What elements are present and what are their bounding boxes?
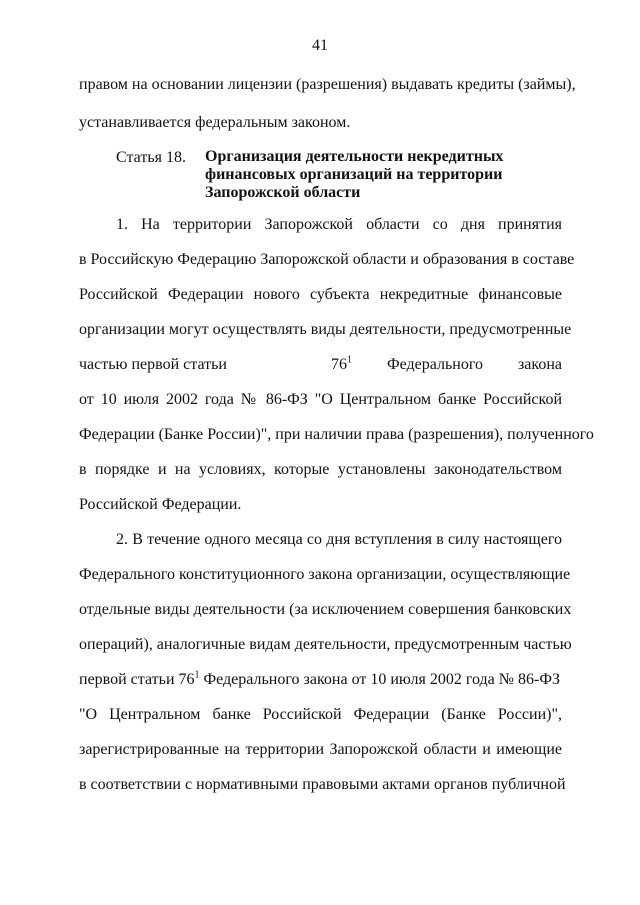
article-title [205, 148, 505, 202]
p2-line-5 [79, 670, 562, 690]
intro-line-2: устанавливается федеральным законом. [79, 114, 351, 131]
page-number: 41 [312, 37, 328, 54]
p1-line: организации могут осуществлять виды деятельности, предусмотренные [79, 321, 572, 338]
article-number: Статья 18. [116, 149, 186, 166]
p2-line: зарегистрированные на территории Запорожской области и имеющие [79, 741, 562, 758]
intro-line-1: правом на основании лицензии (разрешения) выдавать кредиты (займы), [79, 76, 576, 93]
article-title-line: финансовых организаций на территории [205, 166, 503, 183]
p2-line5-b: Федерального закона от 10 июля 2002 года № 86-ФЗ [199, 671, 561, 688]
p2-line: "О Центральном банке Российской Федерации (Банке России)", [79, 706, 562, 723]
p1-line5-a: частью первой статьи [79, 356, 227, 373]
p1-line5-b: Федерального закона [387, 356, 562, 373]
article-title-line: Организация деятельности некредитных [205, 148, 504, 165]
p2-line: в соответствии с нормативными правовыми актами органов публичной [79, 776, 566, 793]
p2-line: Федерального конституционного закона организации, осуществляющие [79, 566, 571, 583]
p2-line: отдельные виды деятельности (за исключением совершения банковских [79, 601, 572, 618]
p2-line5-sup: 1 [194, 669, 200, 681]
p1-line: в Российскую Федерацию Запорожской области и образования в составе [79, 251, 575, 268]
p1-line: в порядке и на условиях, которые установлены законодательством [79, 461, 562, 478]
p1-line5-num: $76^1$ [331, 354, 352, 373]
p1-line: Российской Федерации нового субъекта некредитные финансовые [79, 286, 562, 303]
p2-line: 2. В течение одного месяца со дня вступления в силу настоящего [116, 531, 562, 548]
p2-line: операций), аналогичные видам деятельности, предусмотренным частью [79, 636, 572, 653]
p1-line: Российской Федерации. [79, 496, 242, 513]
p1-line: от 10 июля 2002 года № 86-ФЗ "О Центральном банке Российской [79, 391, 562, 408]
article-title-line: Запорожской области [205, 184, 361, 201]
p1-line: 1. На территории Запорожской области со дня принятия [116, 216, 562, 233]
p1-line: Федерации (Банке России)", при наличии права (разрешения), полученного [79, 426, 594, 443]
p2-line5-a: первой статьи 76 [79, 671, 195, 688]
